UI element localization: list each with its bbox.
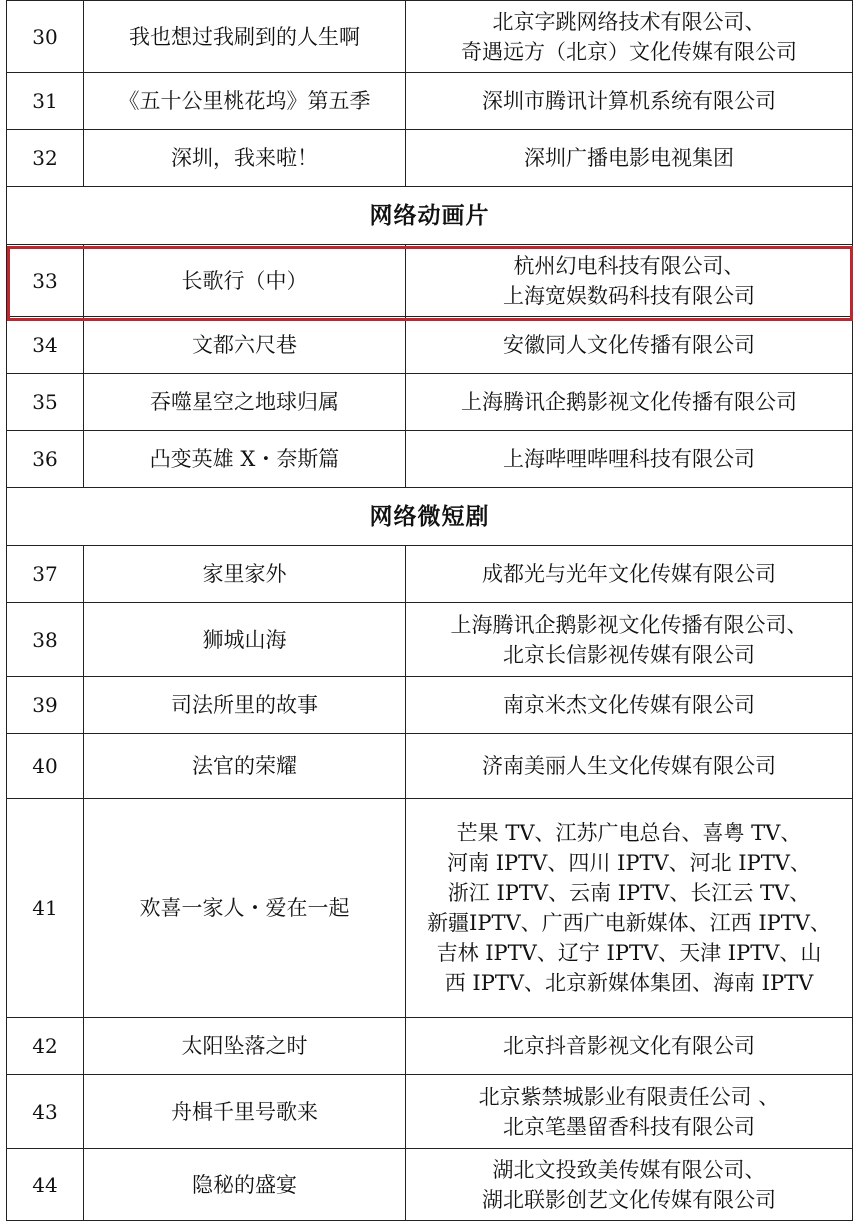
table-row — [7, 603, 853, 677]
producer-cell — [406, 799, 853, 1018]
work-title: 隐秘的盛宴 — [84, 1149, 406, 1221]
producer-line: 河南 IPTV、四川 IPTV、河北 IPTV、 — [447, 851, 811, 875]
row-number: 37 — [7, 546, 84, 603]
producer-line: 湖北联影创艺文化传媒有限公司 — [482, 1187, 776, 1212]
row-number: 42 — [7, 1018, 84, 1075]
work-title: 凸变英雄 X・奈斯篇 — [84, 431, 406, 488]
table-row — [7, 1149, 853, 1221]
producer-line: 吉林 IPTV、辽宁 IPTV、天津 IPTV、山 — [436, 941, 822, 965]
producer-cell — [406, 734, 853, 799]
row-number: 40 — [7, 734, 84, 799]
work-title: 欢喜一家人・爱在一起 — [84, 799, 406, 1018]
row-number: 44 — [7, 1149, 84, 1221]
producer-cell — [406, 374, 853, 431]
table-row — [7, 1, 853, 73]
work-title: 舟楫千里号歌来 — [84, 1075, 406, 1149]
producer-line: 上海宽娱数码科技有限公司 — [503, 283, 755, 308]
row-number: 38 — [7, 603, 84, 677]
table-row — [7, 374, 853, 431]
producer-line: 北京字跳网络技术有限公司、 — [492, 9, 766, 34]
section-title: 网络微短剧 — [7, 488, 853, 546]
producer-cell — [406, 73, 853, 130]
producer-cell — [406, 130, 853, 187]
producer-line: 新疆IPTV、广西广电新媒体、江西 IPTV、 — [427, 911, 831, 935]
producer-cell — [406, 677, 853, 734]
work-title: 法官的荣耀 — [84, 734, 406, 799]
work-title: 《五十公里桃花坞》第五季 — [84, 73, 406, 130]
row-number: 41 — [7, 799, 84, 1018]
table-row — [7, 734, 853, 799]
producer-line: 安徽同人文化传播有限公司 — [503, 333, 755, 357]
table-row — [7, 317, 853, 374]
table-row — [7, 431, 853, 488]
producer-cell — [406, 546, 853, 603]
row-number: 30 — [7, 1, 84, 73]
producer-cell — [406, 317, 853, 374]
table-row — [7, 546, 853, 603]
producer-line: 上海腾讯企鹅影视文化传播有限公司 — [461, 390, 797, 414]
producer-line: 奇遇远方（北京）文化传媒有限公司 — [461, 39, 797, 64]
row-number: 43 — [7, 1075, 84, 1149]
work-title: 吞噬星空之地球归属 — [84, 374, 406, 431]
table-row — [7, 799, 853, 1018]
producer-line: 北京笔墨留香科技有限公司 — [503, 1114, 755, 1139]
producer-line: 北京长信影视传媒有限公司 — [503, 642, 755, 667]
row-number: 34 — [7, 317, 84, 374]
producer-line: 成都光与光年文化传媒有限公司 — [482, 562, 776, 586]
table-row — [7, 130, 853, 187]
producer-cell — [406, 603, 853, 677]
work-title: 长歌行（中） — [84, 245, 406, 317]
section-header-row — [7, 187, 853, 245]
row-number: 32 — [7, 130, 84, 187]
section-header-row — [7, 488, 853, 546]
producer-line: 上海腾讯企鹅影视文化传播有限公司、 — [450, 612, 808, 637]
table-row — [7, 677, 853, 734]
table-row — [7, 73, 853, 130]
producer-line: 深圳广播电影电视集团 — [524, 146, 734, 170]
producer-line: 杭州幻电科技有限公司、 — [513, 253, 745, 278]
work-title: 太阳坠落之时 — [84, 1018, 406, 1075]
producer-line: 深圳市腾讯计算机系统有限公司 — [482, 89, 776, 113]
table-row — [7, 1075, 853, 1149]
work-title: 司法所里的故事 — [84, 677, 406, 734]
work-title: 家里家外 — [84, 546, 406, 603]
work-title: 狮城山海 — [84, 603, 406, 677]
table-row-highlighted — [7, 245, 853, 317]
producer-line: 芒果 TV、江苏广电总台、喜粤 TV、 — [456, 821, 802, 845]
producer-cell — [406, 1149, 853, 1221]
producer-cell — [406, 1, 853, 73]
row-number: 39 — [7, 677, 84, 734]
producer-line: 北京紫禁城影业有限责任公司 、 — [478, 1084, 780, 1109]
producer-line: 浙江 IPTV、云南 IPTV、长江云 TV、 — [447, 881, 811, 905]
producer-line: 湖北文投致美传媒有限公司、 — [492, 1157, 766, 1182]
row-number: 33 — [7, 245, 84, 317]
row-number: 35 — [7, 374, 84, 431]
producer-line: 西 IPTV、北京新媒体集团、海南 IPTV — [444, 971, 814, 995]
producer-line: 济南美丽人生文化传媒有限公司 — [482, 754, 776, 778]
producer-cell — [406, 1018, 853, 1075]
work-title: 深圳，我来啦！ — [84, 130, 406, 187]
work-title: 我也想过我刷到的人生啊 — [84, 1, 406, 73]
row-number: 31 — [7, 73, 84, 130]
section-title: 网络动画片 — [7, 187, 853, 245]
producer-line: 上海哔哩哔哩科技有限公司 — [503, 447, 755, 471]
producer-cell — [406, 245, 853, 317]
producer-cell — [406, 431, 853, 488]
works-table — [6, 0, 853, 1221]
table-row — [7, 1018, 853, 1075]
producer-line: 北京抖音影视文化有限公司 — [503, 1034, 755, 1058]
row-number: 36 — [7, 431, 84, 488]
producer-line: 南京米杰文化传媒有限公司 — [503, 693, 755, 717]
producer-cell — [406, 1075, 853, 1149]
work-title: 文都六尺巷 — [84, 317, 406, 374]
